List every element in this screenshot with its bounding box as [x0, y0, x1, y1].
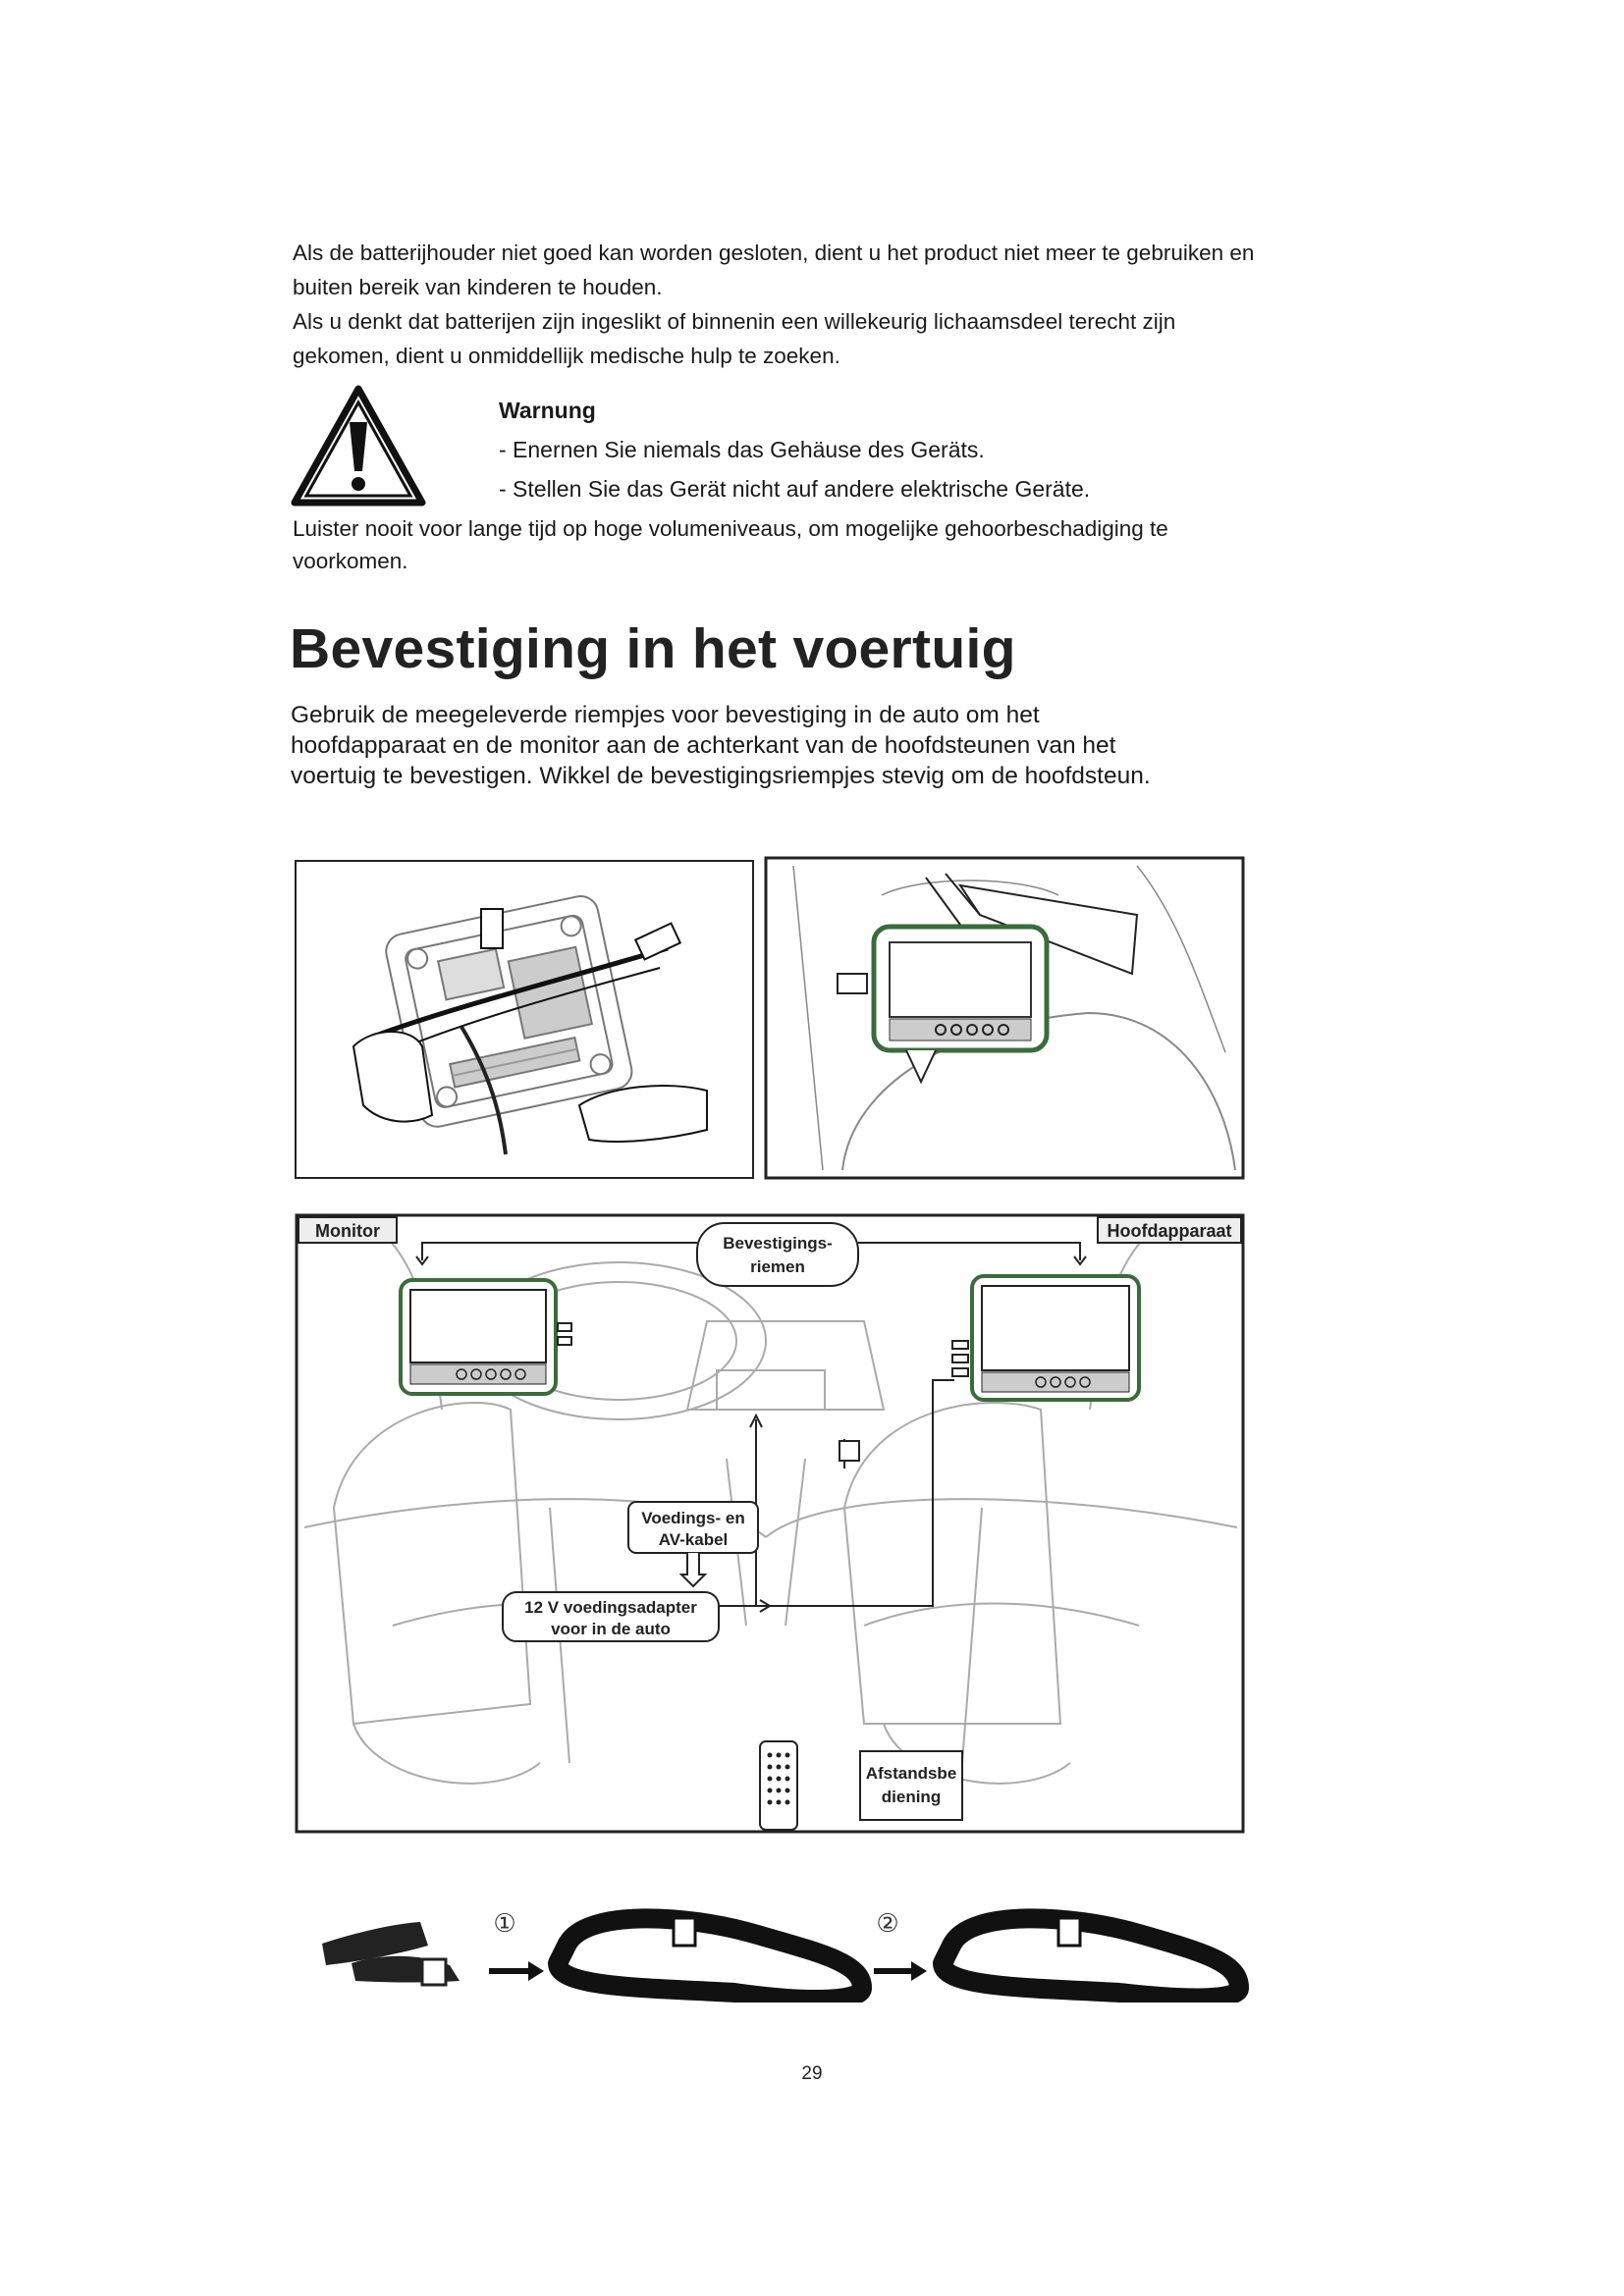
label-remote-line1: Afstandsbe [865, 1764, 957, 1783]
warning-title: Warnung [499, 398, 596, 423]
label-main-unit: Hoofdapparaat [1107, 1221, 1232, 1241]
text-line: Luister nooit voor lange tijd op hoge volumeniveaus, om mogelijke gehoorbeschadiging te [293, 516, 1168, 541]
volume-paragraph [293, 512, 1373, 577]
strap-step-2: ② [876, 1908, 899, 1938]
warning-block [499, 391, 1090, 508]
text-line: voorkomen. [293, 549, 408, 573]
page-number: 29 [801, 2063, 823, 2084]
label-adapter-line1: 12 V voedingsadapter [524, 1598, 697, 1617]
warning-item: - Stellen Sie das Gerät nicht auf andere elektrische Geräte. [499, 476, 1091, 502]
figure-car-interior [295, 1213, 1245, 1834]
label-power-av-line2: AV-kabel [658, 1530, 729, 1549]
text-line: Als de batterijhouder niet goed kan worden gesloten, dient u het product niet meer te gebruiken en [293, 240, 1255, 265]
text-line: voertuig te bevestigen. Wikkel de bevestigingsriempjes stevig om de hoofdsteun. [291, 763, 1151, 789]
battery-paragraph [293, 236, 1402, 373]
text-line: Als u denkt dat batterijen zijn ingeslikt of binnenin een willekeurig lichaamsdeel terecht zijn [293, 309, 1176, 334]
text-line: Gebruik de meegeleverde riempjes voor bevestiging in de auto om het [291, 702, 1040, 728]
text-line: hoofdapparaat en de monitor aan de achterkant van de hoofdsteunen van het [291, 732, 1116, 759]
section-heading: Bevestiging in het voertuig [290, 617, 1016, 680]
label-straps-line1: Bevestigings- [723, 1234, 833, 1253]
figure-headrest-mount [764, 856, 1245, 1180]
strap-step-1: ① [493, 1908, 516, 1938]
label-monitor: Monitor [315, 1221, 380, 1241]
text-line: gekomen, dient u onmiddellijk medische hulp te zoeken. [293, 344, 840, 368]
warning-triangle-icon [291, 385, 426, 507]
label-remote-line2: diening [881, 1788, 942, 1806]
figure-strap-steps [312, 1895, 1253, 2002]
label-straps-line2: riemen [750, 1257, 805, 1276]
figure-strap-attach [295, 860, 754, 1179]
label-power-av-line1: Voedings- en [641, 1509, 745, 1527]
text-line: buiten bereik van kinderen te houden. [293, 275, 663, 299]
section-intro [291, 700, 1371, 791]
warning-item: - Enernen Sie niemals das Gehäuse des Geräts. [499, 437, 985, 462]
label-adapter-line2: voor in de auto [551, 1620, 671, 1638]
